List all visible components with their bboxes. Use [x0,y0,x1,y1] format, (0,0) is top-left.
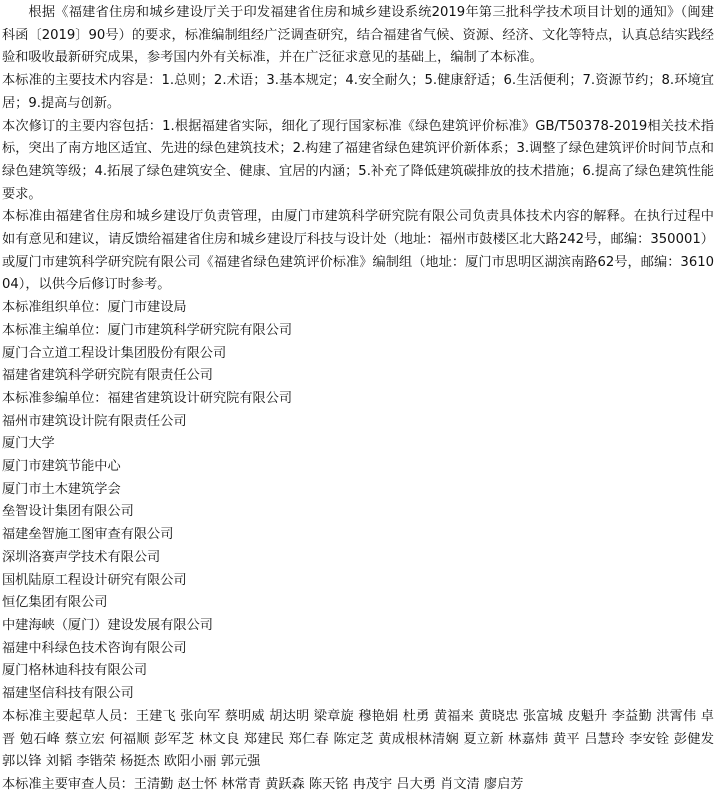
participating-unit-8: 深圳洛赛声学技术有限公司 [2,549,161,565]
drafters-paragraph: 本标准主要起草人员：王建飞 张向军 蔡明威 胡达明 梁章旋 穆艳娟 杜勇 黄福来 黄晓忠 张富城 皮魁升 李益勤 洪霄伟 卓晋 勉石峰 蔡立宏 何福顺 彭军芝 林文良 郑建民 郑仁春 陈定芝 黄成根林清娴 夏立新 林嘉炜 黄平 吕慧玲 李安铨 彭健发 郭以锋 刘韬 李锴荣 杨挺杰 欧阳小丽 郭元强 [2,708,714,770]
participating-unit-7: 福建垒智施工图审查有限公司 [2,527,174,543]
participating-unit-14: 福建坚信科技有限公司 [2,686,134,702]
chief-editor-unit-line: 本标准主编单位：厦门市建筑科学研究院有限公司 [2,322,293,338]
participating-unit-2: 福州市建筑设计院有限责任公司 [2,413,187,429]
chief-editor-unit-2: 厦门合立道工程设计集团股份有限公司 [2,345,227,361]
management-paragraph: 本标准由福建省住房和城乡建设厅负责管理，由厦门市建筑科学研究院有限公司负责具体技术内容的解释。在执行过程中如有意见和建议，请反馈给福建省住房和城乡建设厅科技与设计处（地址：福州市鼓楼区北大路242号，邮编：350001）或厦门市建筑科学研究院有限公司《福建省绿色建筑评价标准》编制组（地址：厦门市思明区湖滨南路62号，邮编：361004），以供今后修订时参考。 [2,209,714,293]
organizing-unit-line: 本标准组织单位：厦门市建设局 [2,300,187,316]
participating-unit-13: 厦门格林迪科技有限公司 [2,663,148,679]
participating-unit-line: 本标准参编单位：福建省建筑设计研究院有限公司 [2,390,293,406]
participating-unit-11: 中建海峡（厦门）建设发展有限公司 [2,617,213,633]
participating-unit-10: 恒亿集团有限公司 [2,595,108,611]
main-content-paragraph: 本标准的主要技术内容是：1.总则；2.术语；3.基本规定；4.安全耐久；5.健康舒适；6.生活便利；7.资源节约；8.环境宜居；9.提高与创新。 [2,73,714,111]
reviewers-paragraph: 本标准主要审查人员：王清勤 赵士怀 林常青 黄跃森 陈天铭 冉茂宇 吕大勇 肖文清 廖启芳 [2,776,524,792]
chief-editor-unit-3: 福建省建筑科学研究院有限责任公司 [2,368,213,384]
intro-paragraph: 根据《福建省住房和城乡建设厅关于印发福建省住房和城乡建设系统2019年第三批科学技术项目计划的通知》（闽建科函〔2019〕90号）的要求，标准编制组经广泛调查研究，结合福建省气候、资源、经济、文化等特点，认真总结实践经验和吸收最新研究成果，参考国内外有关标准，并在广泛征求意见的基础上，编制了本标准。 [2,5,714,66]
participating-unit-3: 厦门大学 [2,436,55,452]
participating-unit-9: 国机陆原工程设计研究有限公司 [2,572,187,588]
participating-unit-12: 福建中科绿色技术咨询有限公司 [2,640,187,656]
participating-unit-5: 厦门市土木建筑学会 [2,481,121,497]
revision-paragraph: 本次修订的主要内容包括：1.根据福建省实际，细化了现行国家标准《绿色建筑评价标准》GB/T50378-2019相关技术指标，突出了南方地区适宜、先进的绿色建筑技术；2.构建了福建省绿色建筑评价新体系；3.调整了绿色建筑评价时间节点和绿色建筑等级；4.拓展了绿色建筑安全、健康、宜居的内涵；5.补充了降低建筑碳排放的技术措施；6.提高了绿色建筑性能要求。 [2,118,714,202]
participating-unit-6: 垒智设计集团有限公司 [2,504,134,520]
standard-preface-document [2,2,714,797]
participating-unit-4: 厦门市建筑节能中心 [2,459,121,475]
